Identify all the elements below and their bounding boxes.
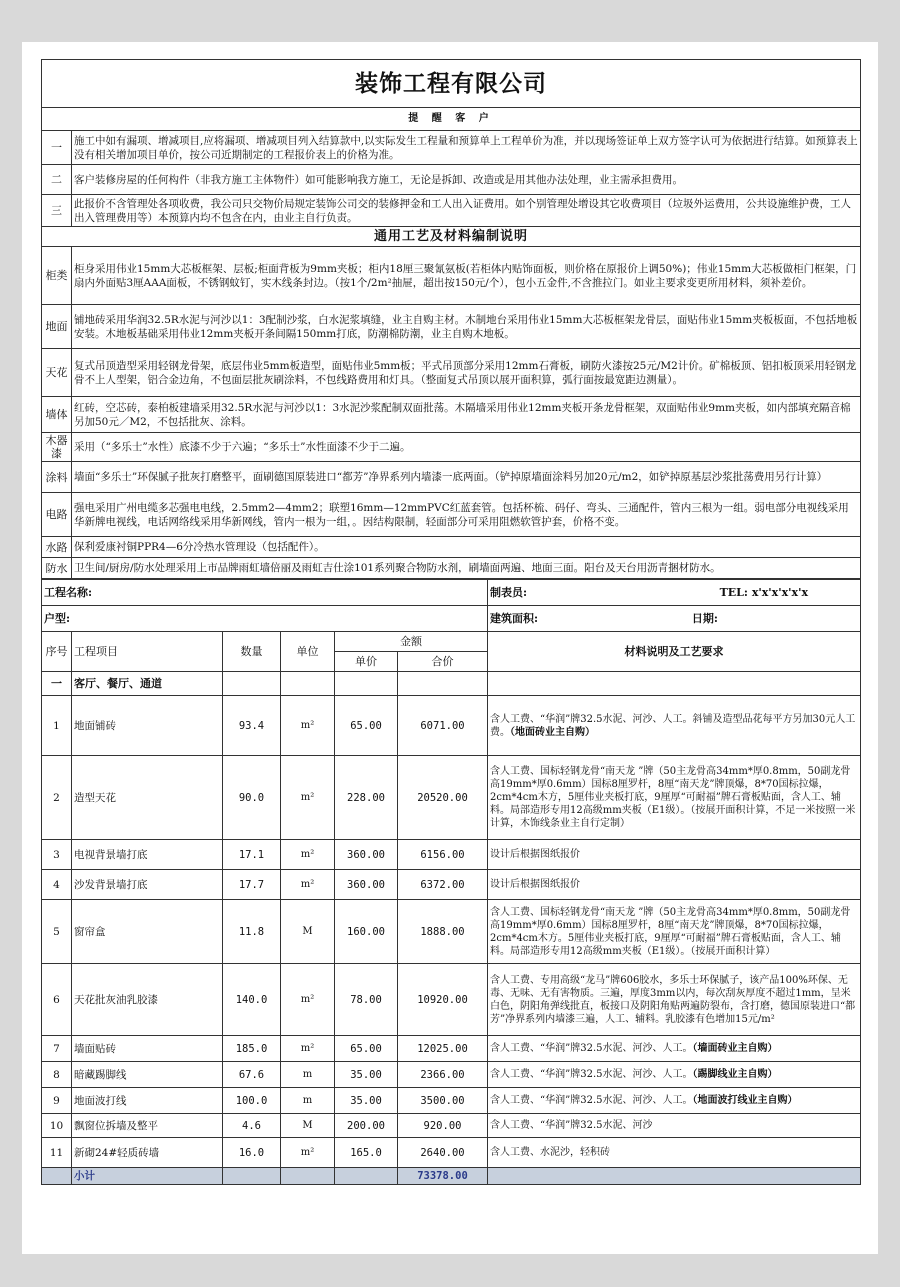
row-description-text: 设计后根据图纸报价 (490, 879, 580, 890)
row-unit: m² (281, 870, 335, 900)
row-number: 1 (42, 696, 72, 756)
row-description-text: 含人工费、专用高级“龙马”牌606胶水，多乐士环保腻子，该产品100%环保、无毒、无味、无有害物质。三遍，厚度3mm以内，每次刮灰厚度不超过1mm，呈米白色，阴阳角弹线批直，板接口及阴阳角贴两遍防裂布，含打磨，德国原装进口“都芳”净界系列内墙漆三遍，人工、辅料。乳胶漆有色增加15元/m² (490, 974, 856, 1025)
header-desc: 材料说明及工艺要求 (488, 632, 861, 672)
process-text: 卫生间/厨房/防水处理采用上市品牌雨虹墙倍丽及雨虹吉仕涂101系列聚合物防水剂，刷墙面两遍、地面三面。阳台及天台用沥青捆材防水。 (72, 558, 861, 579)
row-item: 造型天花 (72, 756, 223, 840)
line-items (42, 696, 861, 1168)
header-no: 序号 (42, 632, 72, 672)
process-section-title: 通用工艺及材料编制说明 (42, 227, 861, 247)
subtotal-row (42, 1168, 861, 1185)
header-qty: 数量 (223, 632, 281, 672)
group-row (42, 672, 861, 696)
process-text: 铺地砖采用华润32.5R水泥与河沙以1：3配制沙浆，白水泥浆填缝，业主自购主材。木制地台采用伟业15mm大芯板框架龙骨层，面贴伟业15mm夹板板面，不包括地板安装。木地板基础采用伟业12mm夹板开条间隔150mm打底，防潮棉防潮，业主自购木地板。 (72, 305, 861, 349)
process-row (42, 558, 861, 579)
row-unit-price: 165.0 (335, 1138, 398, 1168)
table-row (42, 1138, 861, 1168)
row-description-text: 含人工费、“华润”牌32.5水泥、河沙 (490, 1120, 653, 1131)
row-qty: 16.0 (223, 1138, 281, 1168)
preparer-label: 制表员: (490, 585, 528, 599)
row-unit: m (281, 1088, 335, 1114)
row-total: 920.00 (398, 1114, 488, 1138)
row-description-note: （地面波打线业主自购） (692, 1095, 798, 1106)
subtotal-label: 小计 (72, 1168, 223, 1185)
process-category: 天花 (42, 349, 72, 397)
process-row (42, 397, 861, 433)
row-description (488, 756, 861, 840)
row-description (488, 1036, 861, 1062)
row-description-text: 含人工费、“华润”牌32.5水泥、河沙、人工。斜铺及造型品花每平方另加30元人工费。 (490, 713, 856, 738)
header-item: 工程项目 (72, 632, 223, 672)
row-description-text: 含人工费、“华润”牌32.5水泥、河沙、人工。 (490, 1043, 693, 1054)
row-unit: m (281, 1062, 335, 1088)
row-total: 3500.00 (398, 1088, 488, 1114)
row-total: 20520.00 (398, 756, 488, 840)
process-category: 涂料 (42, 462, 72, 493)
row-unit-price: 360.00 (335, 870, 398, 900)
area-cell (488, 606, 861, 632)
table-row (42, 900, 861, 964)
row-number: 7 (42, 1036, 72, 1062)
table-row (42, 756, 861, 840)
row-unit-price: 65.00 (335, 1036, 398, 1062)
header-unit-price: 单价 (335, 652, 398, 672)
notice-text: 客户装修房屋的任何构件（非我方施工主体物件）如可能影响我方施工，无论是拆卸、改造或是用其他办法处理，业主需承担费用。 (72, 165, 861, 195)
process-text: 红砖，空芯砖，泰柏板建墙采用32.5R水泥与河沙以1：3水泥沙浆配制双面批荡。木隔墙采用伟业12mm夹板开条龙骨框架，双面贴伟业9mm夹板，如内部填充隔音棉另加50元／M2，不包括批灰、涂料。 (72, 397, 861, 433)
table-row (42, 1036, 861, 1062)
process-category: 地面 (42, 305, 72, 349)
notice-row (42, 165, 861, 195)
row-total: 12025.00 (398, 1036, 488, 1062)
notice-text: 施工中如有漏项、增减项目,应将漏项、增减项目列入结算款中,以实际发生工程量和预算单上工程单价为准，并以现场签证单上双方签字认可为依据进行结算。如预算表上没有相关增加项目单价，按公司近期制定的工程报价表上的价格为准。 (72, 131, 861, 165)
process-category: 电路 (42, 493, 72, 537)
tel-value: x'x'x'x'x'x (751, 585, 808, 599)
row-unit-price: 35.00 (335, 1088, 398, 1114)
notice-text: 此报价不含管理处各项收费，我公司只交物价局规定装饰公司交的装修押金和工人出入证费用。如个别管理处增设其它收费项目（垃圾外运费用，公共设施维护费，工人出入管理费用等）本预算内均不包含在内，由业主自行负责。 (72, 195, 861, 227)
row-unit-price: 160.00 (335, 900, 398, 964)
row-item: 墙面贴砖 (72, 1036, 223, 1062)
company-title: 装饰工程有限公司 (42, 60, 861, 108)
row-item: 电视背景墙打底 (72, 840, 223, 870)
table-row (42, 840, 861, 870)
row-unit: m² (281, 756, 335, 840)
tel-label: TEL: (719, 585, 748, 599)
row-description (488, 1062, 861, 1088)
process-category: 防水 (42, 558, 72, 579)
preparer-cell (488, 580, 861, 606)
process-row (42, 247, 861, 305)
row-number: 2 (42, 756, 72, 840)
row-number: 9 (42, 1088, 72, 1114)
process-row (42, 349, 861, 397)
row-qty: 4.6 (223, 1114, 281, 1138)
subtotal-amount: 73378.00 (398, 1168, 488, 1185)
row-number: 6 (42, 964, 72, 1036)
table-row (42, 1114, 861, 1138)
group-number: 一 (42, 672, 72, 696)
project-name-label: 工程名称: (42, 580, 488, 606)
process-text: 墙面“多乐士”环保腻子批灰打磨整平，面刷德国原装进口“都芳”净界系列内墙漆一底两面。（铲掉原墙面涂料另加20元/m2，如铲掉原基层沙浆批荡费用另行计算） (72, 462, 861, 493)
row-description-text: 含人工费、国标轻钢龙骨“南天龙 ”牌（50主龙骨高34mm*厚0.8mm，50副龙骨高19mm*厚0.6mm）国标8厘罗杆，8厘“南天龙”牌顶爆，8*70国标拉爆，2cm*4cm木方，5厘伟业夹板打底，9厘厚“可耐福”牌石膏板贴面，含人工、辅料。局部造形专用12高级mm夹板（E1级）。（按展开面积计算，不足一米按照一米计算，木饰线条业主自行定制） (490, 766, 856, 829)
row-unit-price: 65.00 (335, 696, 398, 756)
row-total: 2640.00 (398, 1138, 488, 1168)
header-amount: 金额 (335, 632, 488, 652)
tel-block (720, 586, 808, 600)
row-description-note: （踢脚线业主自购） (692, 1069, 778, 1080)
process-text: 保利爱康衬铜PPR4—6分冷热水管理设（包括配件）。 (72, 537, 861, 558)
row-total: 6071.00 (398, 696, 488, 756)
header-total: 合价 (398, 652, 488, 672)
row-qty: 17.1 (223, 840, 281, 870)
row-description (488, 840, 861, 870)
date-label: 日期: (691, 611, 718, 625)
client-label: 户型: (42, 606, 488, 632)
process-row (42, 433, 861, 462)
row-description (488, 900, 861, 964)
row-qty: 17.7 (223, 870, 281, 900)
row-description-text: 含人工费、水泥沙，轻积砖 (490, 1147, 610, 1158)
row-unit-price: 200.00 (335, 1114, 398, 1138)
row-qty: 67.6 (223, 1062, 281, 1088)
row-description-text: 设计后根据图纸报价 (490, 849, 580, 860)
row-description-text: 含人工费、国标轻钢龙骨“南天龙 ”牌（50主龙骨高34mm*厚0.8mm，50副龙骨高19mm*厚0.6mm）国标8厘罗杆，8厘“南天龙”牌顶爆，8*70国标拉爆，2cm*4cm木方。5厘伟业夹板打底，9厘厚“可耐福”牌石膏板贴面，含人工、辅料。局部造形专用12高级mm夹板（E1级）。（按展开面积计算） (490, 906, 851, 957)
row-description (488, 964, 861, 1036)
notice-number: 一 (42, 131, 72, 165)
row-description-text: 含人工费、“华润”牌32.5水泥、河沙、人工。 (490, 1069, 693, 1080)
notice-row (42, 131, 861, 165)
process-row (42, 462, 861, 493)
row-unit: M (281, 900, 335, 964)
table-row (42, 1088, 861, 1114)
row-description (488, 1138, 861, 1168)
area-label: 建筑面积: (490, 611, 539, 625)
notice-table (41, 59, 861, 579)
quotation-sheet (41, 59, 860, 1185)
row-qty: 100.0 (223, 1088, 281, 1114)
row-unit: m² (281, 696, 335, 756)
reminder-title: 提 醒 客 户 (42, 108, 861, 131)
row-description-text: 含人工费、“华润”牌32.5水泥、河沙、人工。 (490, 1095, 693, 1106)
row-description-note: （地面砖业主自购） (510, 726, 595, 738)
row-description (488, 870, 861, 900)
row-total: 1888.00 (398, 900, 488, 964)
process-category: 木器漆 (42, 433, 72, 462)
row-item: 飘窗位拆墙及整平 (72, 1114, 223, 1138)
row-qty: 185.0 (223, 1036, 281, 1062)
row-number: 4 (42, 870, 72, 900)
process-category: 水路 (42, 537, 72, 558)
row-number: 10 (42, 1114, 72, 1138)
row-item: 天花批灰油乳胶漆 (72, 964, 223, 1036)
row-unit: m² (281, 964, 335, 1036)
row-unit: m² (281, 1036, 335, 1062)
table-row (42, 964, 861, 1036)
row-number: 11 (42, 1138, 72, 1168)
row-qty: 11.8 (223, 900, 281, 964)
notice-number: 二 (42, 165, 72, 195)
row-unit: M (281, 1114, 335, 1138)
row-item: 窗帘盒 (72, 900, 223, 964)
process-row (42, 537, 861, 558)
row-description (488, 696, 861, 756)
row-item: 沙发背景墙打底 (72, 870, 223, 900)
process-row (42, 493, 861, 537)
table-row (42, 696, 861, 756)
row-total: 6372.00 (398, 870, 488, 900)
process-text: 柜身采用伟业15mm大芯板框架、层板;柜面背板为9mm夹板；柜内18厘三聚氰氨板(若柜体内贴饰面板，则价格在原报价上调50%)；伟业15mm大芯板做柜门框架，门扇内外面贴3厘AAA面板，不锈钢蚊钉，实木线条封边。（按1个/2m²抽屉，超出按150元/个），包小五金件,不含推拉门。如业主要求变更所用材料，须补差价。 (72, 247, 861, 305)
row-item: 地面波打线 (72, 1088, 223, 1114)
row-number: 5 (42, 900, 72, 964)
row-total: 2366.00 (398, 1062, 488, 1088)
row-description (488, 1114, 861, 1138)
process-category: 墙体 (42, 397, 72, 433)
row-item: 新砌24#轻质砖墙 (72, 1138, 223, 1168)
group-name: 客厅、餐厅、通道 (72, 672, 223, 696)
quotation-table (41, 579, 861, 1185)
row-unit-price: 35.00 (335, 1062, 398, 1088)
row-qty: 140.0 (223, 964, 281, 1036)
process-row (42, 305, 861, 349)
row-unit-price: 78.00 (335, 964, 398, 1036)
row-unit: m² (281, 840, 335, 870)
process-text: 复式吊顶造型采用轻钢龙骨架，底层伟业5mm板造型，面贴伟业5mm板；平式吊顶部分采用12mm石膏板，刷防火漆按25元/M2计价。矿棉板顶、铝扣板顶采用轻钢龙骨不上人型架，铝合金边角，不包面层批灰刷涂料，不包线路费用和灯具。（整面复式吊顶以展开面积算，弧行面按最宽距边测量）。 (72, 349, 861, 397)
row-number: 3 (42, 840, 72, 870)
document-page (22, 42, 878, 1254)
row-qty: 93.4 (223, 696, 281, 756)
row-qty: 90.0 (223, 756, 281, 840)
row-item: 暗藏踢脚线 (72, 1062, 223, 1088)
process-text: 强电采用广州电缆多芯强电电线，2.5mm2—4mm2；联塑16mm—12mmPVC红蓝套管。包括杯梳、码仔、弯头、三通配件，管内三根为一组。弱电部分电视线采用华新牌电视线，电话网络线采用华新网线，管内一根为一组，。因结构限制，轻面部分可采用阻燃软管护套，价格不变。 (72, 493, 861, 537)
row-description (488, 1088, 861, 1114)
row-unit-price: 360.00 (335, 840, 398, 870)
table-row (42, 1062, 861, 1088)
row-total: 6156.00 (398, 840, 488, 870)
row-item: 地面铺砖 (72, 696, 223, 756)
process-text: 采用（“多乐士”水性）底漆不少于六遍；“多乐士”水性面漆不少于二遍。 (72, 433, 861, 462)
row-unit-price: 228.00 (335, 756, 398, 840)
header-unit: 单位 (281, 632, 335, 672)
row-number: 8 (42, 1062, 72, 1088)
table-row (42, 870, 861, 900)
notice-number: 三 (42, 195, 72, 227)
row-description-note: （墙面砖业主自购） (692, 1043, 778, 1054)
notice-row (42, 195, 861, 227)
row-unit: m² (281, 1138, 335, 1168)
process-category: 柜类 (42, 247, 72, 305)
row-total: 10920.00 (398, 964, 488, 1036)
